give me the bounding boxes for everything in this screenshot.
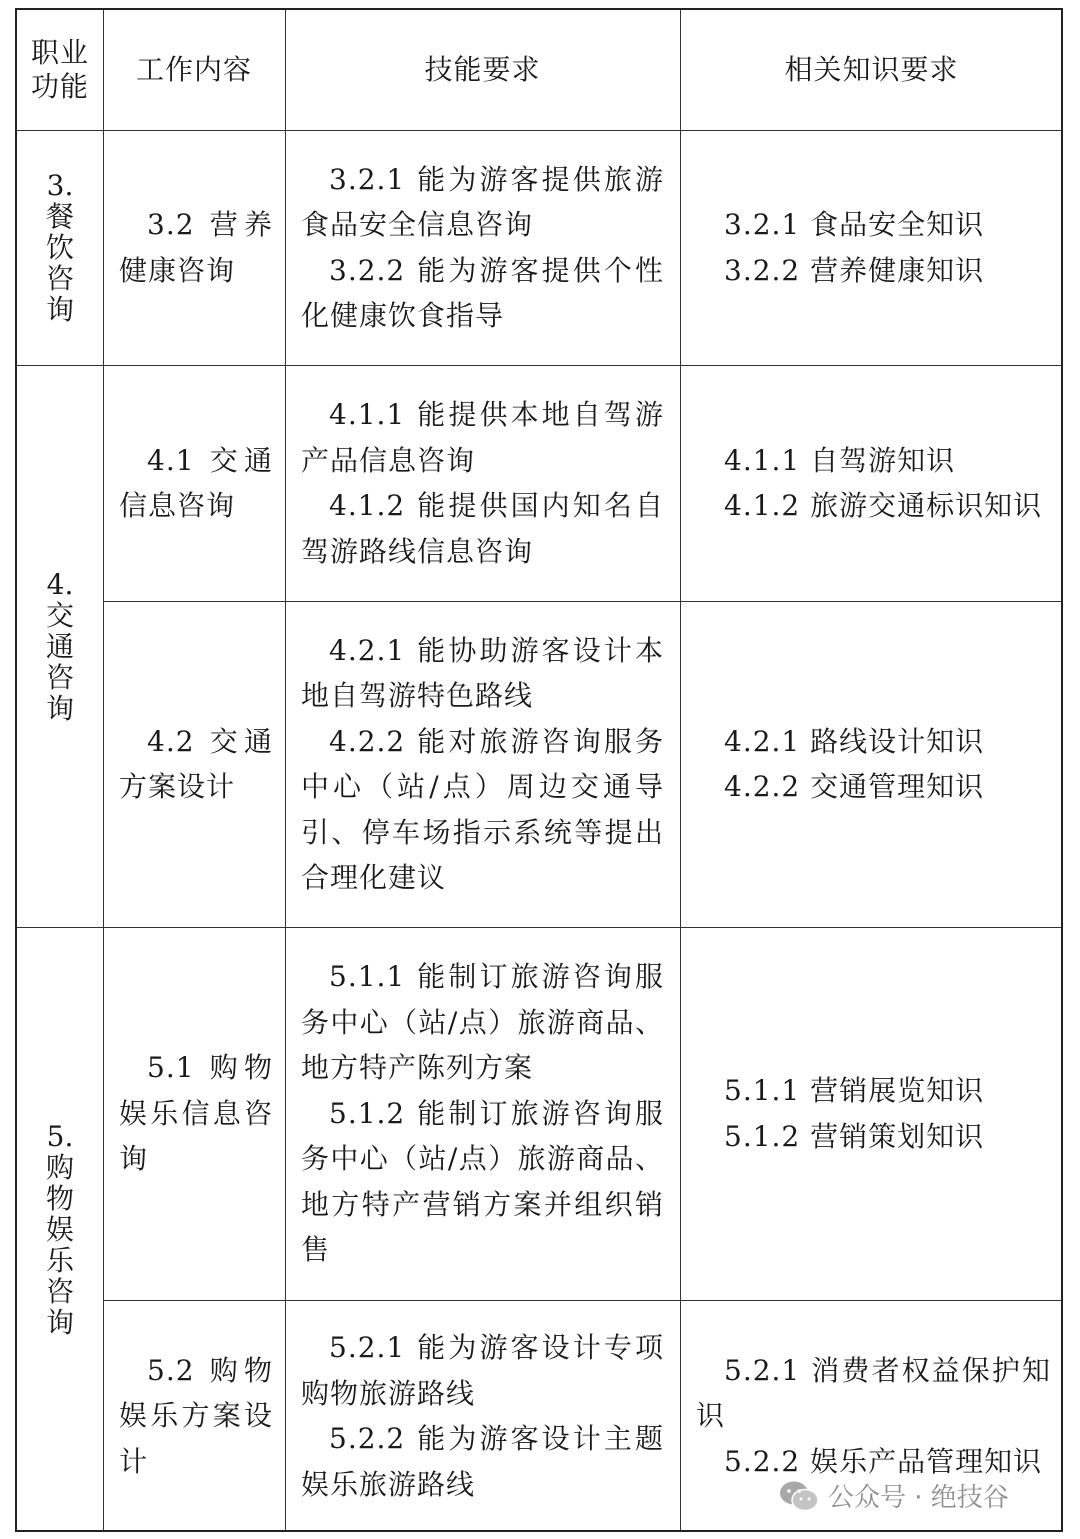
skill-item: 5.2.2 能为游客设计主题娱乐旅游路线 <box>301 1422 664 1501</box>
header-knowledge-label: 相关知识要求 <box>784 53 959 86</box>
skill-item: 5.2.1 能为游客设计专项购物旅游路线 <box>301 1331 664 1410</box>
work-content-text: 5.1 购物娱乐信息咨询 <box>119 1051 273 1176</box>
work-content-cell <box>103 1300 285 1532</box>
work-content-cell <box>103 365 285 601</box>
watermark-text: 公众号 · 绝技谷 <box>828 1483 1009 1513</box>
function-cell <box>17 130 103 365</box>
function-cell <box>17 365 103 927</box>
function-label: 5. 购物娱乐咨询 <box>45 1120 74 1339</box>
header-content-label: 工作内容 <box>135 53 252 86</box>
function-label: 4. 交通咨询 <box>45 567 74 725</box>
knowledge-cell <box>680 601 1063 927</box>
skill-item: 4.2.1 能协助游客设计本地自驾游特色路线 <box>301 633 664 712</box>
skill-item: 4.1.1 能提供本地自驾游产品信息咨询 <box>301 398 664 477</box>
knowledge-item: 3.2.1 食品安全知识 <box>724 208 985 241</box>
header-function-label: 职业 功能 <box>30 36 89 103</box>
skill-item: 3.2.1 能为游客提供旅游食品安全信息咨询 <box>301 162 664 241</box>
skill-cell <box>285 601 680 927</box>
skill-item: 4.2.2 能对旅游咨询服务中心（站/点）周边交通导引、停车场指示系统等提出合理化建议 <box>301 724 664 894</box>
header-function <box>17 10 103 130</box>
skill-item: 5.1.1 能制订旅游咨询服务中心（站/点）旅游商品、地方特产陈列方案 <box>301 960 664 1085</box>
function-label: 3. 餐饮咨询 <box>45 169 74 326</box>
knowledge-item: 4.1.2 旅游交通标识知识 <box>724 489 1043 522</box>
knowledge-item: 4.2.1 路线设计知识 <box>724 724 985 758</box>
skill-item: 5.1.2 能制订旅游咨询服务中心（站/点）旅游商品、地方特产营销方案并组织销售 <box>301 1096 664 1267</box>
knowledge-item: 4.1.1 自驾游知识 <box>724 443 956 477</box>
skill-item: 3.2.2 能为游客提供个性化健康饮食指导 <box>301 253 664 332</box>
skill-cell <box>285 927 680 1300</box>
skill-item: 4.1.2 能提供国内知名自驾游路线信息咨询 <box>301 489 664 568</box>
work-content-cell <box>103 927 285 1300</box>
work-content-text: 3.2 营养健康咨询 <box>119 208 273 287</box>
competency-table <box>15 8 1063 1532</box>
header-skill-label: 技能要求 <box>424 53 541 86</box>
header-skill <box>285 10 680 130</box>
knowledge-item: 4.2.2 交通管理知识 <box>724 770 985 803</box>
header-content <box>103 10 285 130</box>
knowledge-item: 5.1.1 营销展览知识 <box>724 1074 985 1107</box>
header-knowledge <box>680 10 1063 130</box>
skill-cell <box>285 130 680 365</box>
work-content-text: 4.1 交通信息咨询 <box>119 443 273 522</box>
knowledge-cell <box>680 365 1063 601</box>
work-content-cell <box>103 601 285 927</box>
work-content-text: 5.2 购物娱乐方案设计 <box>119 1353 273 1478</box>
wechat-icon <box>778 1479 820 1513</box>
work-content-text: 4.2 交通方案设计 <box>119 724 273 803</box>
knowledge-cell <box>680 130 1063 365</box>
knowledge-cell <box>680 927 1063 1300</box>
knowledge-item: 5.1.2 营销策划知识 <box>724 1119 985 1153</box>
function-cell <box>17 927 103 1532</box>
knowledge-item: 3.2.2 营养健康知识 <box>724 253 985 287</box>
watermark <box>778 1477 1009 1514</box>
skill-cell <box>285 365 680 601</box>
knowledge-item: 5.2.1 消费者权益保护知识 <box>696 1353 1051 1433</box>
skill-cell <box>285 1300 680 1532</box>
knowledge-item: 5.2.2 娱乐产品管理知识 <box>724 1444 1043 1478</box>
work-content-cell <box>103 130 285 365</box>
